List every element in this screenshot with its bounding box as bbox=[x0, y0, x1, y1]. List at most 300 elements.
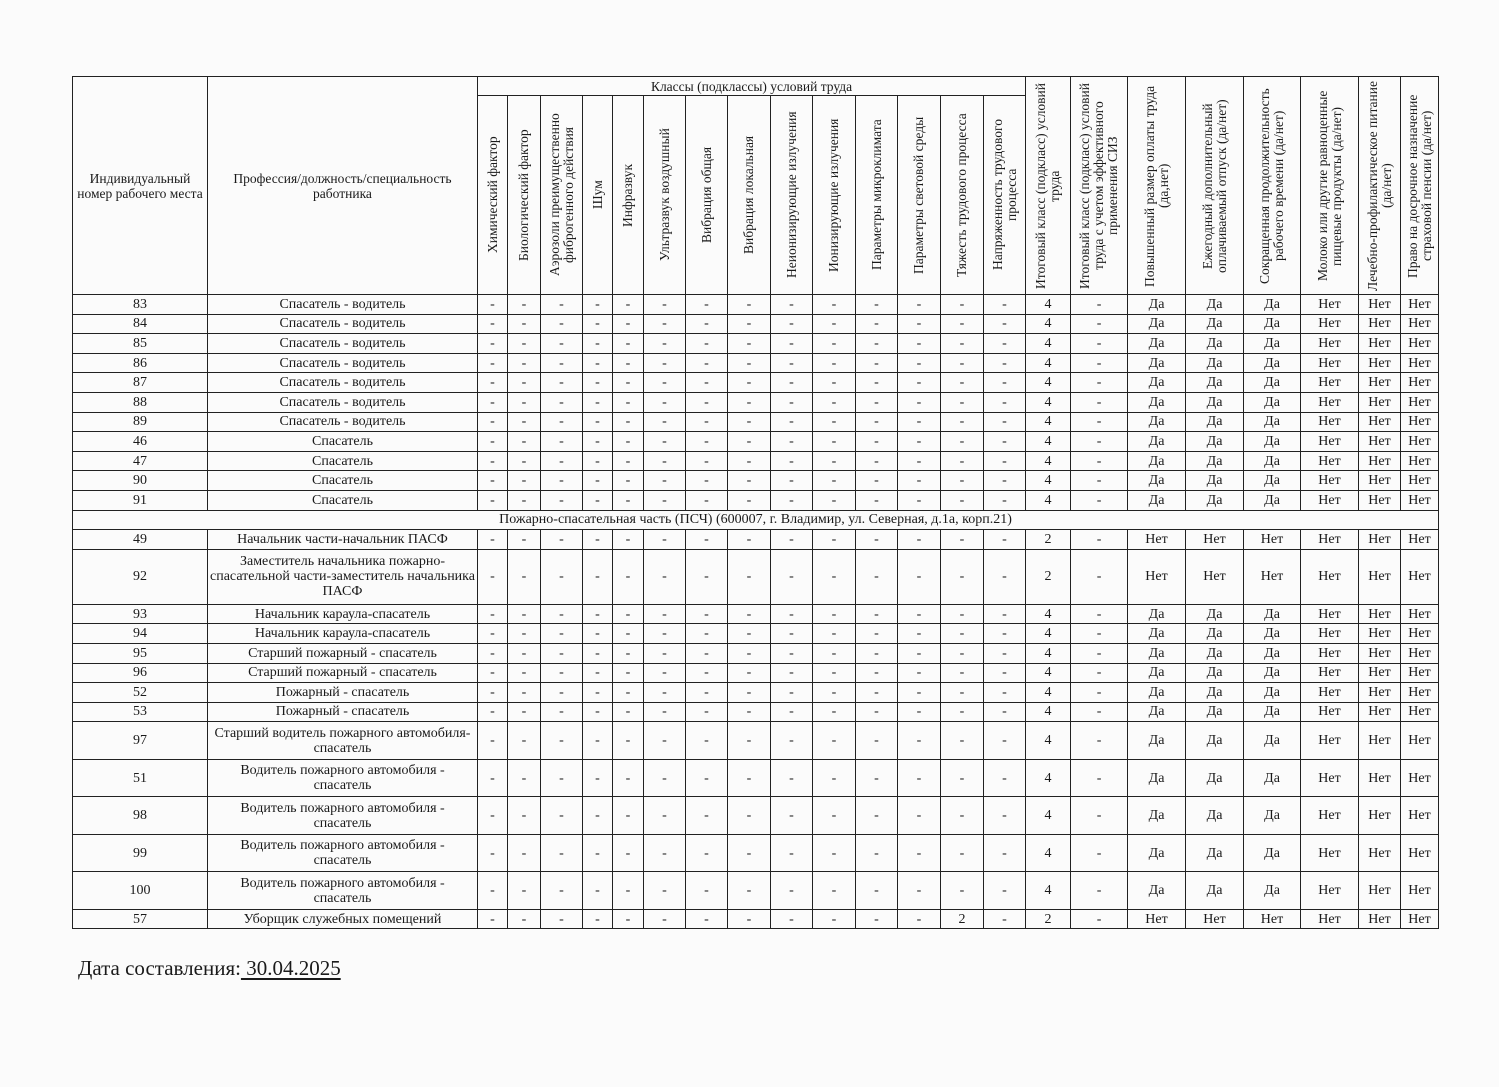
factor-class: - bbox=[941, 834, 984, 872]
profession: Спасатель bbox=[208, 471, 478, 491]
total-class-siz: - bbox=[1071, 624, 1128, 644]
benefit-value: Нет bbox=[1301, 759, 1359, 797]
factor-class: - bbox=[898, 490, 941, 510]
factor-class: - bbox=[771, 683, 813, 703]
factor-class: - bbox=[813, 702, 856, 722]
factor-class: - bbox=[644, 797, 686, 835]
factor-class: - bbox=[941, 490, 984, 510]
factor-class: - bbox=[508, 412, 541, 432]
factor-class: - bbox=[856, 392, 898, 412]
factor-class: - bbox=[644, 702, 686, 722]
workplace-id: 49 bbox=[73, 530, 208, 550]
factor-class: - bbox=[813, 392, 856, 412]
benefit-value: Да bbox=[1244, 759, 1301, 797]
factor-class: - bbox=[856, 490, 898, 510]
benefit-value: Нет bbox=[1401, 909, 1439, 929]
factor-class: - bbox=[813, 432, 856, 452]
factor-class: - bbox=[686, 759, 728, 797]
benefit-value: Нет bbox=[1359, 490, 1401, 510]
factor-class: - bbox=[686, 797, 728, 835]
factor-class: - bbox=[541, 334, 583, 354]
factor-class: - bbox=[541, 530, 583, 550]
factor-class: - bbox=[813, 334, 856, 354]
benefit-value: Нет bbox=[1301, 353, 1359, 373]
factor-class: - bbox=[541, 663, 583, 683]
total-class-siz: - bbox=[1071, 353, 1128, 373]
total-class-siz: - bbox=[1071, 797, 1128, 835]
factor-class: - bbox=[813, 872, 856, 910]
factor-class: - bbox=[583, 314, 613, 334]
benefit-value: Да bbox=[1244, 702, 1301, 722]
factor-class: - bbox=[508, 702, 541, 722]
factor-class: - bbox=[813, 663, 856, 683]
factor-class: - bbox=[541, 432, 583, 452]
total-class-siz: - bbox=[1071, 490, 1128, 510]
factor-class: - bbox=[728, 834, 771, 872]
factor-class: - bbox=[613, 392, 644, 412]
factor-class: - bbox=[898, 872, 941, 910]
factor-class: - bbox=[898, 909, 941, 929]
profession: Спасатель bbox=[208, 490, 478, 510]
total-class-siz: - bbox=[1071, 909, 1128, 929]
factor-class: - bbox=[898, 549, 941, 604]
factor-class: - bbox=[813, 471, 856, 491]
factor-class: - bbox=[508, 683, 541, 703]
factor-class: - bbox=[941, 549, 984, 604]
factor-class: - bbox=[508, 663, 541, 683]
factor-class: - bbox=[771, 604, 813, 624]
factor-class: - bbox=[984, 471, 1026, 491]
total-class: 4 bbox=[1026, 373, 1071, 393]
factor-class: - bbox=[813, 451, 856, 471]
factor-class: - bbox=[898, 624, 941, 644]
table-row bbox=[73, 451, 1439, 471]
factor-class: - bbox=[984, 604, 1026, 624]
factor-class: - bbox=[813, 909, 856, 929]
factor-class: - bbox=[478, 353, 508, 373]
factor-class: - bbox=[686, 909, 728, 929]
total-class: 4 bbox=[1026, 412, 1071, 432]
factor-class: - bbox=[478, 295, 508, 315]
header-factor-11: Параметры световой среды bbox=[898, 96, 941, 295]
total-class: 2 bbox=[1026, 530, 1071, 550]
benefit-value: Да bbox=[1128, 412, 1186, 432]
header-factor-7: Вибрация локальная bbox=[728, 96, 771, 295]
factor-class: - bbox=[898, 722, 941, 760]
benefit-value: Нет bbox=[1359, 643, 1401, 663]
benefit-value: Да bbox=[1244, 412, 1301, 432]
factor-class: - bbox=[644, 432, 686, 452]
factor-class: - bbox=[941, 373, 984, 393]
benefit-value: Нет bbox=[1401, 722, 1439, 760]
total-class-siz: - bbox=[1071, 471, 1128, 491]
factor-class: - bbox=[856, 797, 898, 835]
factor-class: - bbox=[984, 392, 1026, 412]
factor-class: - bbox=[478, 722, 508, 760]
factor-class: - bbox=[583, 451, 613, 471]
benefit-value: Да bbox=[1186, 334, 1244, 354]
factor-class: - bbox=[686, 872, 728, 910]
header-total-siz: Итоговый класс (подкласс) условий труда с учетом эффективного применения СИЗ bbox=[1077, 82, 1121, 289]
factor-class: - bbox=[613, 759, 644, 797]
factor-class: - bbox=[856, 295, 898, 315]
factor-class: - bbox=[541, 909, 583, 929]
factor-class: - bbox=[771, 722, 813, 760]
factor-class: - bbox=[728, 490, 771, 510]
benefit-value: Нет bbox=[1359, 373, 1401, 393]
table-row bbox=[73, 624, 1439, 644]
factor-class: - bbox=[583, 412, 613, 432]
factor-class: - bbox=[508, 334, 541, 354]
factor-class: - bbox=[984, 490, 1026, 510]
benefit-value: Нет bbox=[1359, 432, 1401, 452]
workplace-id: 96 bbox=[73, 663, 208, 683]
benefit-value: Да bbox=[1128, 353, 1186, 373]
benefit-value: Да bbox=[1128, 663, 1186, 683]
factor-class: 2 bbox=[941, 909, 984, 929]
benefit-value: Нет bbox=[1301, 334, 1359, 354]
benefit-value: Нет bbox=[1301, 530, 1359, 550]
header-benefit-4: Лечебно-профилактическое питание (да/нет) bbox=[1359, 77, 1401, 295]
benefit-value: Да bbox=[1128, 624, 1186, 644]
table-row bbox=[73, 373, 1439, 393]
factor-class: - bbox=[644, 624, 686, 644]
factor-class: - bbox=[613, 872, 644, 910]
benefit-value: Да bbox=[1186, 314, 1244, 334]
factor-class: - bbox=[771, 624, 813, 644]
factor-class: - bbox=[984, 722, 1026, 760]
factor-class: - bbox=[771, 834, 813, 872]
benefit-value: Нет bbox=[1301, 702, 1359, 722]
factor-class: - bbox=[856, 373, 898, 393]
benefit-value: Нет bbox=[1401, 834, 1439, 872]
factor-class: - bbox=[541, 643, 583, 663]
header-id: Индивидуальный номер рабочего места bbox=[73, 77, 208, 295]
benefit-value: Нет bbox=[1301, 722, 1359, 760]
factor-class: - bbox=[771, 797, 813, 835]
benefit-value: Нет bbox=[1401, 373, 1439, 393]
header-benefit-1: Ежегодный дополнительный оплачиваемый отпуск (да/нет) bbox=[1186, 77, 1244, 295]
workplace-id: 92 bbox=[73, 549, 208, 604]
total-class-siz: - bbox=[1071, 412, 1128, 432]
benefit-value: Да bbox=[1186, 412, 1244, 432]
factor-class: - bbox=[856, 334, 898, 354]
factor-class: - bbox=[813, 373, 856, 393]
factor-class: - bbox=[541, 451, 583, 471]
benefit-value: Нет bbox=[1359, 624, 1401, 644]
factor-class: - bbox=[898, 373, 941, 393]
total-class: 4 bbox=[1026, 702, 1071, 722]
profession: Начальник части-начальник ПАСФ bbox=[208, 530, 478, 550]
factor-class: - bbox=[813, 643, 856, 663]
factor-class: - bbox=[508, 373, 541, 393]
factor-class: - bbox=[541, 314, 583, 334]
benefit-value: Нет bbox=[1301, 834, 1359, 872]
factor-class: - bbox=[583, 797, 613, 835]
factor-class: - bbox=[644, 683, 686, 703]
factor-class: - bbox=[898, 797, 941, 835]
factor-class: - bbox=[613, 683, 644, 703]
profession: Спасатель - водитель bbox=[208, 373, 478, 393]
benefit-value: Нет bbox=[1301, 314, 1359, 334]
benefit-value: Да bbox=[1186, 797, 1244, 835]
benefit-value: Да bbox=[1244, 722, 1301, 760]
factor-class: - bbox=[771, 353, 813, 373]
header-factor-12: Тяжесть трудового процесса bbox=[941, 96, 984, 295]
factor-class: - bbox=[686, 643, 728, 663]
benefit-value: Да bbox=[1186, 353, 1244, 373]
table-row bbox=[73, 683, 1439, 703]
factor-class: - bbox=[771, 451, 813, 471]
factor-class: - bbox=[508, 872, 541, 910]
benefit-value: Да bbox=[1186, 722, 1244, 760]
total-class-siz: - bbox=[1071, 702, 1128, 722]
benefit-value: Да bbox=[1128, 702, 1186, 722]
benefit-value: Да bbox=[1186, 702, 1244, 722]
workplace-id: 98 bbox=[73, 797, 208, 835]
total-class-siz: - bbox=[1071, 759, 1128, 797]
factor-class: - bbox=[984, 643, 1026, 663]
total-class: 4 bbox=[1026, 334, 1071, 354]
factor-class: - bbox=[898, 834, 941, 872]
factor-class: - bbox=[613, 624, 644, 644]
factor-class: - bbox=[941, 702, 984, 722]
total-class: 4 bbox=[1026, 392, 1071, 412]
factor-class: - bbox=[541, 412, 583, 432]
table-row bbox=[73, 530, 1439, 550]
header-factor-4: Инфразвук bbox=[613, 96, 644, 295]
table-row bbox=[73, 549, 1439, 604]
profession: Начальник караула-спасатель bbox=[208, 624, 478, 644]
factor-class: - bbox=[583, 834, 613, 872]
workplace-id: 89 bbox=[73, 412, 208, 432]
total-class: 4 bbox=[1026, 295, 1071, 315]
benefit-value: Да bbox=[1186, 834, 1244, 872]
table-row bbox=[73, 392, 1439, 412]
benefit-value: Да bbox=[1128, 432, 1186, 452]
profession: Старший пожарный - спасатель bbox=[208, 663, 478, 683]
factor-class: - bbox=[813, 314, 856, 334]
factor-class: - bbox=[686, 722, 728, 760]
factor-class: - bbox=[686, 451, 728, 471]
factor-class: - bbox=[583, 549, 613, 604]
factor-class: - bbox=[856, 834, 898, 872]
factor-class: - bbox=[984, 909, 1026, 929]
benefit-value: Да bbox=[1128, 722, 1186, 760]
factor-class: - bbox=[686, 683, 728, 703]
benefit-value: Да bbox=[1128, 295, 1186, 315]
factor-class: - bbox=[984, 334, 1026, 354]
total-class-siz: - bbox=[1071, 451, 1128, 471]
header-factor-8: Неионизирующие излучения bbox=[771, 96, 813, 295]
header-factor-3: Шум bbox=[583, 96, 613, 295]
factor-class: - bbox=[508, 295, 541, 315]
benefit-value: Нет bbox=[1301, 295, 1359, 315]
factor-class: - bbox=[508, 314, 541, 334]
profession: Спасатель - водитель bbox=[208, 334, 478, 354]
compilation-date bbox=[78, 956, 341, 981]
factor-class: - bbox=[478, 334, 508, 354]
factor-class: - bbox=[898, 702, 941, 722]
factor-class: - bbox=[686, 412, 728, 432]
header-factor-5: Ультразвук воздушный bbox=[644, 96, 686, 295]
factor-class: - bbox=[541, 759, 583, 797]
factor-class: - bbox=[898, 432, 941, 452]
benefit-value: Нет bbox=[1301, 797, 1359, 835]
benefit-value: Да bbox=[1244, 683, 1301, 703]
factor-class: - bbox=[686, 549, 728, 604]
factor-class: - bbox=[508, 722, 541, 760]
benefit-value: Нет bbox=[1401, 624, 1439, 644]
workplace-id: 93 bbox=[73, 604, 208, 624]
factor-class: - bbox=[771, 872, 813, 910]
factor-class: - bbox=[898, 530, 941, 550]
factor-class: - bbox=[644, 549, 686, 604]
factor-class: - bbox=[941, 412, 984, 432]
factor-class: - bbox=[984, 314, 1026, 334]
factor-class: - bbox=[728, 392, 771, 412]
factor-class: - bbox=[644, 451, 686, 471]
profession: Заместитель начальника пожарно-спасательной части-заместитель начальника ПАСФ bbox=[208, 549, 478, 604]
factor-class: - bbox=[984, 797, 1026, 835]
benefit-value: Да bbox=[1128, 392, 1186, 412]
benefit-value: Да bbox=[1128, 759, 1186, 797]
factor-class: - bbox=[478, 683, 508, 703]
benefit-value: Нет bbox=[1359, 797, 1401, 835]
total-class: 4 bbox=[1026, 643, 1071, 663]
factor-class: - bbox=[686, 604, 728, 624]
factor-class: - bbox=[644, 643, 686, 663]
benefit-value: Нет bbox=[1359, 702, 1401, 722]
benefit-value: Да bbox=[1186, 683, 1244, 703]
factor-class: - bbox=[941, 797, 984, 835]
factor-class: - bbox=[856, 353, 898, 373]
factor-class: - bbox=[583, 624, 613, 644]
factor-class: - bbox=[644, 909, 686, 929]
factor-class: - bbox=[613, 702, 644, 722]
benefit-value: Да bbox=[1128, 334, 1186, 354]
factor-class: - bbox=[508, 834, 541, 872]
factor-class: - bbox=[813, 604, 856, 624]
factor-class: - bbox=[508, 490, 541, 510]
benefit-value: Да bbox=[1186, 490, 1244, 510]
benefit-value: Да bbox=[1186, 604, 1244, 624]
benefit-value: Нет bbox=[1301, 643, 1359, 663]
benefit-value: Нет bbox=[1359, 549, 1401, 604]
factor-class: - bbox=[644, 353, 686, 373]
workplace-id: 91 bbox=[73, 490, 208, 510]
factor-class: - bbox=[941, 334, 984, 354]
benefit-value: Да bbox=[1244, 604, 1301, 624]
table-row bbox=[73, 872, 1439, 910]
factor-class: - bbox=[541, 624, 583, 644]
factor-class: - bbox=[613, 643, 644, 663]
factor-class: - bbox=[613, 663, 644, 683]
section-title: Пожарно-спасательная часть (ПСЧ) (600007, г. Владимир, ул. Северная, д.1а, корп.21) bbox=[73, 510, 1439, 530]
benefit-value: Нет bbox=[1359, 314, 1401, 334]
factor-class: - bbox=[686, 353, 728, 373]
factor-class: - bbox=[478, 643, 508, 663]
total-class: 4 bbox=[1026, 432, 1071, 452]
benefit-value: Нет bbox=[1301, 663, 1359, 683]
table-row bbox=[73, 834, 1439, 872]
factor-class: - bbox=[941, 353, 984, 373]
table-row bbox=[73, 314, 1439, 334]
factor-class: - bbox=[813, 683, 856, 703]
factor-class: - bbox=[728, 663, 771, 683]
factor-class: - bbox=[613, 471, 644, 491]
factor-class: - bbox=[644, 412, 686, 432]
profession: Старший водитель пожарного автомобиля-спасатель bbox=[208, 722, 478, 760]
factor-class: - bbox=[984, 872, 1026, 910]
factor-class: - bbox=[583, 702, 613, 722]
factor-class: - bbox=[898, 451, 941, 471]
factor-class: - bbox=[583, 353, 613, 373]
factor-class: - bbox=[728, 432, 771, 452]
factor-class: - bbox=[583, 604, 613, 624]
factor-class: - bbox=[984, 295, 1026, 315]
factor-class: - bbox=[508, 604, 541, 624]
header-factor-2: Аэрозоли преимущественно фиброгенного действия bbox=[541, 96, 583, 295]
header-factor-13: Напряженность трудового процесса bbox=[984, 96, 1026, 295]
factor-class: - bbox=[941, 314, 984, 334]
profession: Уборщик служебных помещений bbox=[208, 909, 478, 929]
factor-class: - bbox=[686, 490, 728, 510]
benefit-value: Да bbox=[1186, 373, 1244, 393]
factor-class: - bbox=[984, 663, 1026, 683]
benefit-value: Да bbox=[1186, 432, 1244, 452]
factor-class: - bbox=[771, 373, 813, 393]
benefit-value: Да bbox=[1186, 759, 1244, 797]
factor-class: - bbox=[478, 604, 508, 624]
factor-class: - bbox=[898, 683, 941, 703]
factor-class: - bbox=[613, 334, 644, 354]
factor-class: - bbox=[898, 663, 941, 683]
factor-class: - bbox=[856, 683, 898, 703]
factor-class: - bbox=[728, 797, 771, 835]
factor-class: - bbox=[856, 530, 898, 550]
factor-class: - bbox=[898, 314, 941, 334]
profession: Начальник караула-спасатель bbox=[208, 604, 478, 624]
factor-class: - bbox=[644, 471, 686, 491]
header-benefit-5: Право на досрочное назначение страховой пенсии (да/нет) bbox=[1401, 77, 1439, 295]
factor-class: - bbox=[728, 314, 771, 334]
factor-class: - bbox=[613, 353, 644, 373]
benefit-value: Нет bbox=[1186, 909, 1244, 929]
workplace-id: 88 bbox=[73, 392, 208, 412]
factor-class: - bbox=[941, 471, 984, 491]
total-class: 4 bbox=[1026, 663, 1071, 683]
workplace-id: 52 bbox=[73, 683, 208, 703]
header-benefit-2: Сокращенная продолжительность рабочего времени (да/нет) bbox=[1244, 77, 1301, 295]
benefit-value: Да bbox=[1186, 872, 1244, 910]
factor-class: - bbox=[686, 471, 728, 491]
factor-class: - bbox=[941, 663, 984, 683]
total-class: 2 bbox=[1026, 549, 1071, 604]
factor-class: - bbox=[728, 872, 771, 910]
benefit-value: Да bbox=[1128, 451, 1186, 471]
table-row bbox=[73, 643, 1439, 663]
factor-class: - bbox=[541, 392, 583, 412]
factor-class: - bbox=[613, 451, 644, 471]
total-class-siz: - bbox=[1071, 295, 1128, 315]
factor-class: - bbox=[984, 432, 1026, 452]
factor-class: - bbox=[856, 872, 898, 910]
benefit-value: Да bbox=[1244, 353, 1301, 373]
factor-class: - bbox=[856, 549, 898, 604]
workplace-id: 47 bbox=[73, 451, 208, 471]
factor-class: - bbox=[583, 643, 613, 663]
